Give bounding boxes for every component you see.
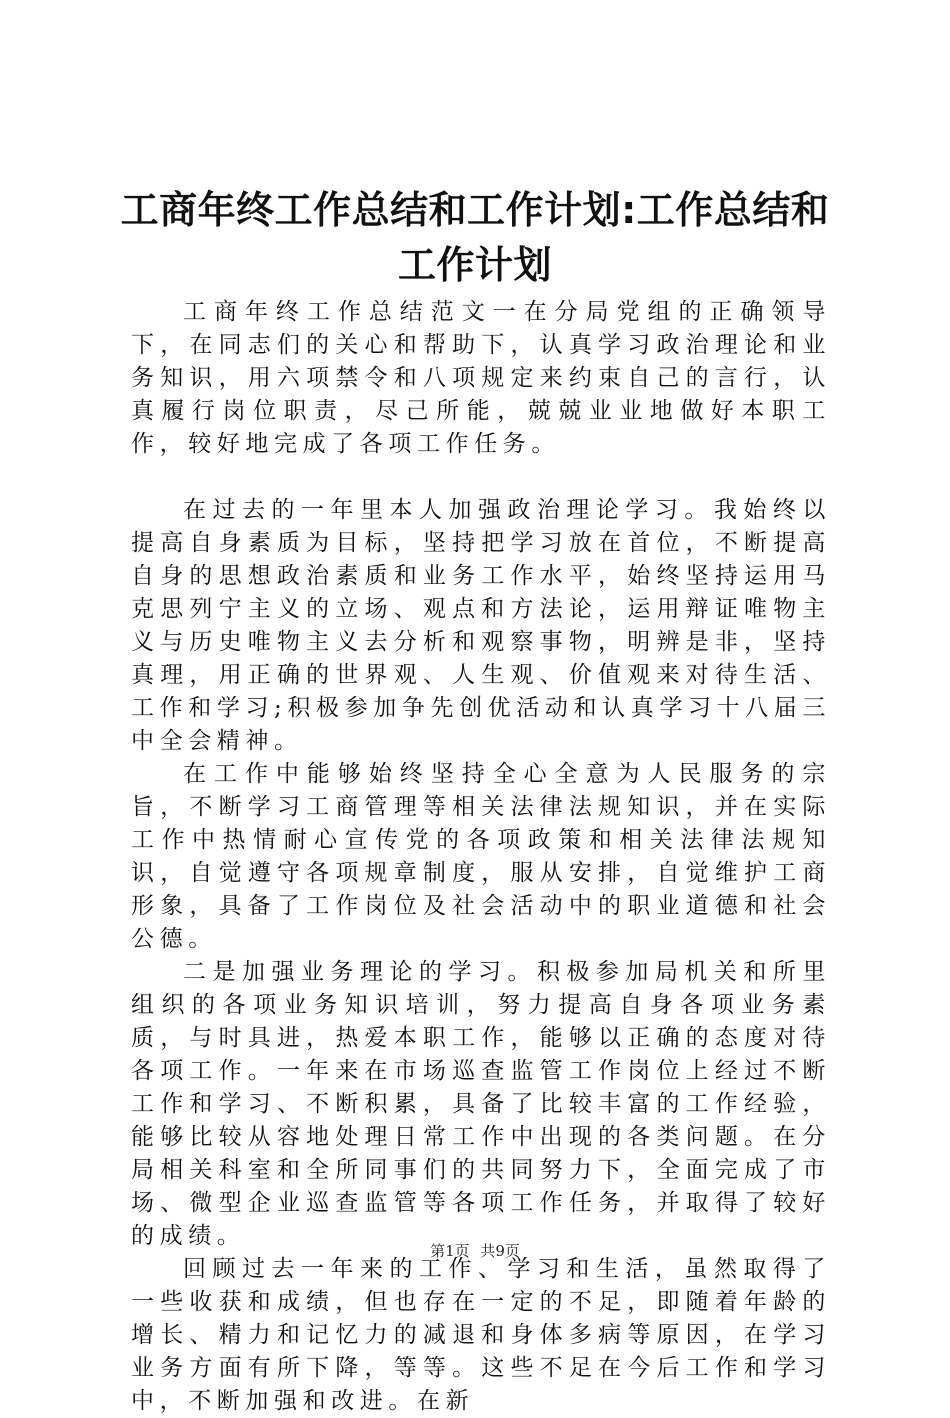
paragraph-intro: 工商年终工作总结范文一在分局党组的正确领导下，在同志们的关心和帮助下，认真学习政治理论和业务知识，用六项禁令和八项规定来约束自己的言行，认真履行岗位职责，尽己所能，兢兢业业地做好本职工作，较好地完成了各项工作任务。	[131, 299, 831, 457]
paragraph-service: 在工作中能够始终坚持全心全意为人民服务的宗旨，不断学习工商管理等相关法律法规知识，并在实际工作中热情耐心宣传党的各项政策和相关法律法规知识，自觉遵守各项规章制度，服从安排，自觉维护工商形象，具备了工作岗位及社会活动中的职业道德和社会公德。	[131, 761, 831, 952]
page-total: 共9页	[480, 1242, 520, 1260]
paragraph-business-study: 二是加强业务理论的学习。积极参加局机关和所里组织的各项业务知识培训，努力提高自身各项业务素质，与时具进，热爱本职工作，能够以正确的态度对待各项工作。一年来在市场巡查监管工作岗位上经过不断工作和学习、不断积累，具备了比较丰富的工作经验，能够比较从容地处理日常工作中出现的各类问题。在分局相关科室和全所同事们的共同努力下，全面完成了市场、微型企业巡查监管等各项工作任务，并取得了较好的成绩。	[131, 959, 831, 1249]
paragraph-political-study: 在过去的一年里本人加强政治理论学习。我始终以提高自身素质为目标，坚持把学习放在首位，不断提高自身的思想政治素质和业务工作水平，始终坚持运用马克思列宁主义的立场、观点和方法论，运用辩证唯物主义与历史唯物主义去分析和观察事物，明辨是非，坚持真理，用正确的世界观、人生观、价值观来对待生活、工作和学习;积极参加争先创优活动和认真学习十八届三中全会精神。	[131, 497, 831, 754]
document-title: 工商年终工作总结和工作计划:工作总结和工作计划	[120, 188, 830, 287]
paragraph-review: 回顾过去一年来的工作、学习和生活，虽然取得了一些收获和成绩，但也存在一定的不足，即随着年龄的增长、精力和记忆力的减退和身体多病等原因，在学习业务方面有所下降，等等。这些不足在今后工作和学习中，不断加强和改进。在新	[131, 1256, 831, 1414]
page-footer	[0, 1241, 950, 1261]
page-number: 第1页	[430, 1242, 470, 1260]
